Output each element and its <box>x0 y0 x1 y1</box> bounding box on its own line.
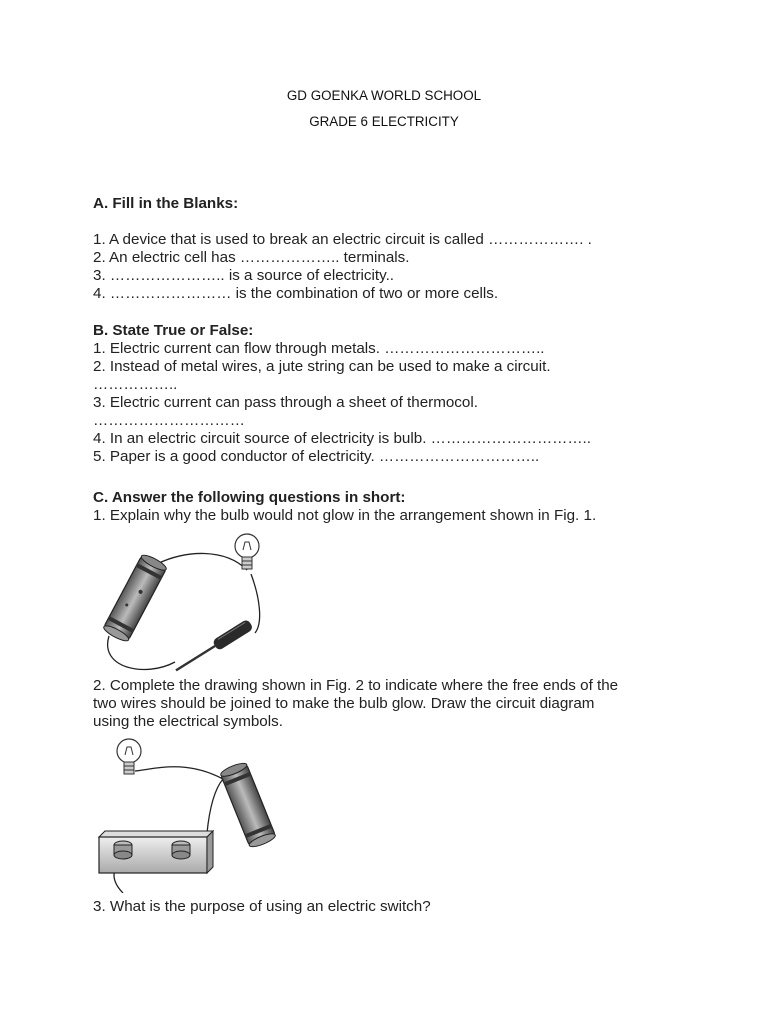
question-2: 2. Complete the drawing shown in Fig. 2 to indicate where the free ends of the <box>93 677 619 694</box>
true-false-item: 1. Electric current can flow through metals. ………………………….. <box>93 340 545 357</box>
true-false-item: 4. In an electric circuit source of electricity is bulb. ………………………….. <box>93 430 591 447</box>
answer-blank: …………….. <box>93 376 178 393</box>
cell-icon <box>219 761 276 849</box>
wire <box>251 574 260 633</box>
true-false-item: 5. Paper is a good conductor of electricity. ………………………….. <box>93 448 540 465</box>
wire <box>157 553 247 570</box>
section-c-heading: C. Answer the following questions in short: <box>93 489 406 506</box>
question-2: using the electrical symbols. <box>93 713 283 730</box>
fill-blank-item: 2. An electric cell has ……………….. terminals. <box>93 249 410 266</box>
bulb-icon <box>117 739 141 774</box>
question-3: 3. What is the purpose of using an electric switch? <box>93 898 431 915</box>
figure-1 <box>95 528 275 674</box>
wire <box>108 636 175 670</box>
wire <box>207 779 223 833</box>
question-1: 1. Explain why the bulb would not glow in the arrangement shown in Fig. 1. <box>93 507 597 524</box>
fill-blank-item: 4. …………………… is the combination of two or more cells. <box>93 285 499 302</box>
question-2: two wires should be joined to make the bulb glow. Draw the circuit diagram <box>93 695 595 712</box>
worksheet-title: GRADE 6 ELECTRICITY <box>309 114 459 129</box>
wire <box>135 767 223 779</box>
figure-2 <box>95 733 295 893</box>
fill-blank-item: 1. A device that is used to break an electric circuit is called ………………. . <box>93 231 592 248</box>
wooden-block-icon <box>99 831 213 873</box>
answer-blank: ………………………… <box>93 412 245 429</box>
fill-blank-item: 3. ………………….. is a source of electricity.. <box>93 267 395 284</box>
true-false-item: 2. Instead of metal wires, a jute string can be used to make a circuit. <box>93 358 551 375</box>
school-name: GD GOENKA WORLD SCHOOL <box>286 88 482 103</box>
true-false-item: 3. Electric current can pass through a sheet of thermocol. <box>93 394 478 411</box>
section-a-heading: A. Fill in the Blanks: <box>93 195 239 212</box>
cell-icon <box>102 553 168 644</box>
section-b-heading: B. State True or False: <box>93 322 254 339</box>
screwdriver-icon <box>173 619 254 674</box>
